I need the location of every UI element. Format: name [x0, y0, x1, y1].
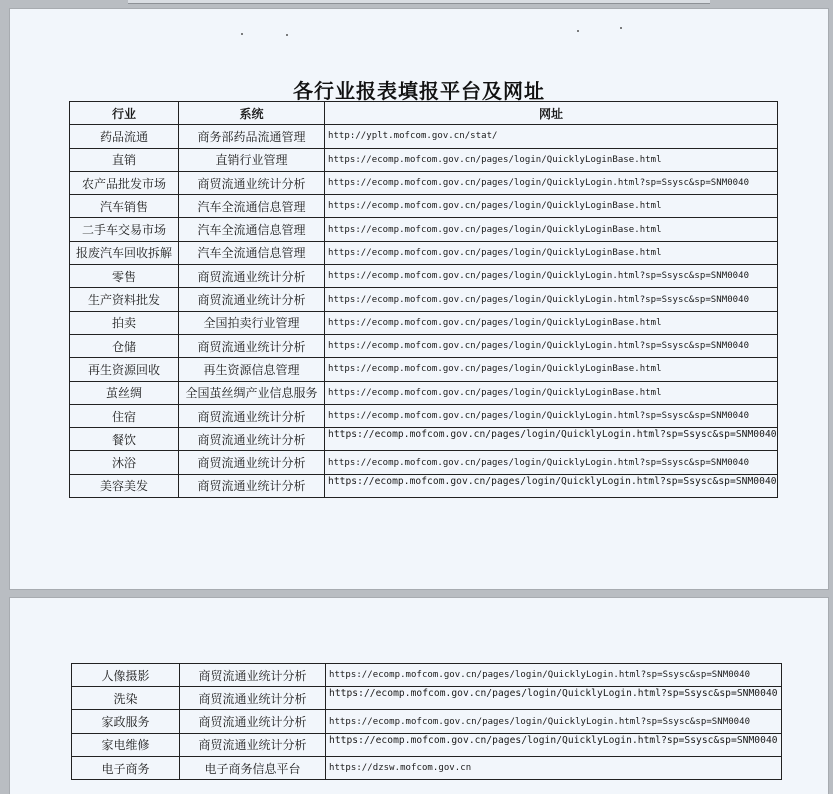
url-cell: https://ecomp.mofcom.gov.cn/pages/login/QuicklyLoginBase.html — [325, 195, 778, 218]
url-cell: https://ecomp.mofcom.gov.cn/pages/login/QuicklyLogin.html?sp=Ssysc&sp=SNM0040 — [325, 474, 778, 497]
url-cell: https://ecomp.mofcom.gov.cn/pages/login/QuicklyLogin.html?sp=Ssysc&sp=SNM0040 — [325, 171, 778, 194]
url-cell: https://ecomp.mofcom.gov.cn/pages/login/QuicklyLogin.html?sp=Ssysc&sp=SNM0040 — [325, 288, 778, 311]
url-cell: https://ecomp.mofcom.gov.cn/pages/login/QuicklyLogin.html?sp=Ssysc&sp=SNM0040 — [326, 687, 782, 710]
platform-table-continued — [71, 663, 782, 780]
industry-cell: 沐浴 — [70, 451, 179, 474]
url-cell: https://ecomp.mofcom.gov.cn/pages/login/QuicklyLogin.html?sp=Ssysc&sp=SNM0040 — [326, 664, 782, 687]
system-cell: 商贸流通业统计分析 — [180, 710, 326, 733]
table-row — [70, 288, 778, 311]
system-cell: 汽车全流通信息管理 — [179, 241, 325, 264]
industry-cell: 餐饮 — [70, 428, 179, 451]
system-cell: 商贸流通业统计分析 — [180, 687, 326, 710]
table-row — [70, 334, 778, 357]
system-cell: 全国茧丝绸产业信息服务 — [179, 381, 325, 404]
table-row — [70, 451, 778, 474]
industry-cell: 家政服务 — [72, 710, 180, 733]
table-row — [70, 125, 778, 148]
system-cell: 商贸流通业统计分析 — [180, 664, 326, 687]
industry-cell: 报废汽车回收拆解 — [70, 241, 179, 264]
system-cell: 商务部药品流通管理 — [179, 125, 325, 148]
industry-cell: 住宿 — [70, 404, 179, 427]
url-cell: https://ecomp.mofcom.gov.cn/pages/login/QuicklyLogin.html?sp=Ssysc&sp=SNM0040 — [326, 710, 782, 733]
system-cell: 汽车全流通信息管理 — [179, 195, 325, 218]
table-row — [70, 148, 778, 171]
industry-cell: 直销 — [70, 148, 179, 171]
url-cell: https://ecomp.mofcom.gov.cn/pages/login/QuicklyLogin.html?sp=Ssysc&sp=SNM0040 — [325, 334, 778, 357]
system-cell: 商贸流通业统计分析 — [179, 265, 325, 288]
document-page-2 — [9, 597, 829, 794]
scan-speck — [620, 27, 622, 29]
url-cell: https://ecomp.mofcom.gov.cn/pages/login/QuicklyLogin.html?sp=Ssysc&sp=SNM0040 — [326, 733, 782, 756]
table-row — [70, 311, 778, 334]
system-cell: 直销行业管理 — [179, 148, 325, 171]
table-row — [70, 218, 778, 241]
table-row — [72, 756, 782, 779]
industry-cell: 洗染 — [72, 687, 180, 710]
table-row — [70, 404, 778, 427]
url-cell: https://ecomp.mofcom.gov.cn/pages/login/QuicklyLoginBase.html — [325, 358, 778, 381]
industry-cell: 拍卖 — [70, 311, 179, 334]
system-cell: 商贸流通业统计分析 — [179, 428, 325, 451]
table-row — [72, 687, 782, 710]
system-cell: 商贸流通业统计分析 — [179, 404, 325, 427]
platform-table — [69, 101, 778, 498]
header-url: 网址 — [325, 102, 778, 125]
industry-cell: 家电维修 — [72, 733, 180, 756]
header-system: 系统 — [179, 102, 325, 125]
table-row — [72, 664, 782, 687]
header-industry: 行业 — [70, 102, 179, 125]
viewer-top-bar — [128, 0, 710, 4]
table-row — [70, 171, 778, 194]
industry-cell: 零售 — [70, 265, 179, 288]
industry-cell: 人像摄影 — [72, 664, 180, 687]
page-title: 各行业报表填报平台及网址 — [293, 79, 545, 103]
scan-speck — [286, 34, 288, 36]
system-cell: 全国拍卖行业管理 — [179, 311, 325, 334]
table-row — [70, 195, 778, 218]
table-row — [70, 428, 778, 451]
system-cell: 商贸流通业统计分析 — [179, 288, 325, 311]
scan-speck — [241, 33, 243, 35]
table-row — [70, 265, 778, 288]
system-cell: 商贸流通业统计分析 — [180, 733, 326, 756]
system-cell: 再生资源信息管理 — [179, 358, 325, 381]
table-row — [70, 241, 778, 264]
url-cell: https://ecomp.mofcom.gov.cn/pages/login/QuicklyLogin.html?sp=Ssysc&sp=SNM0040 — [325, 451, 778, 474]
scan-speck — [577, 30, 579, 32]
table-row — [70, 381, 778, 404]
industry-cell: 电子商务 — [72, 756, 180, 779]
industry-cell: 茧丝绸 — [70, 381, 179, 404]
system-cell: 商贸流通业统计分析 — [179, 451, 325, 474]
industry-cell: 仓储 — [70, 334, 179, 357]
industry-cell: 农产品批发市场 — [70, 171, 179, 194]
table-header-row — [70, 102, 778, 125]
url-cell: https://ecomp.mofcom.gov.cn/pages/login/QuicklyLogin.html?sp=Ssysc&sp=SNM0040 — [325, 265, 778, 288]
table-row — [72, 733, 782, 756]
industry-cell: 再生资源回收 — [70, 358, 179, 381]
url-cell: https://ecomp.mofcom.gov.cn/pages/login/QuicklyLogin.html?sp=Ssysc&sp=SNM0040 — [325, 404, 778, 427]
system-cell: 汽车全流通信息管理 — [179, 218, 325, 241]
table-row — [70, 358, 778, 381]
url-cell: https://dzsw.mofcom.gov.cn — [326, 756, 782, 779]
url-cell: https://ecomp.mofcom.gov.cn/pages/login/QuicklyLoginBase.html — [325, 241, 778, 264]
document-page-1 — [9, 8, 829, 590]
industry-cell: 药品流通 — [70, 125, 179, 148]
url-cell: https://ecomp.mofcom.gov.cn/pages/login/QuicklyLoginBase.html — [325, 218, 778, 241]
url-cell: https://ecomp.mofcom.gov.cn/pages/login/QuicklyLoginBase.html — [325, 311, 778, 334]
industry-cell: 生产资料批发 — [70, 288, 179, 311]
system-cell: 商贸流通业统计分析 — [179, 334, 325, 357]
url-cell: https://ecomp.mofcom.gov.cn/pages/login/QuicklyLogin.html?sp=Ssysc&sp=SNM0040 — [325, 428, 778, 451]
industry-cell: 美容美发 — [70, 474, 179, 497]
table-row — [70, 474, 778, 497]
url-cell: https://ecomp.mofcom.gov.cn/pages/login/QuicklyLoginBase.html — [325, 148, 778, 171]
system-cell: 商贸流通业统计分析 — [179, 474, 325, 497]
url-cell: https://ecomp.mofcom.gov.cn/pages/login/QuicklyLoginBase.html — [325, 381, 778, 404]
industry-cell: 二手车交易市场 — [70, 218, 179, 241]
table-row — [72, 710, 782, 733]
industry-cell: 汽车销售 — [70, 195, 179, 218]
url-cell: http://yplt.mofcom.gov.cn/stat/ — [325, 125, 778, 148]
system-cell: 商贸流通业统计分析 — [179, 171, 325, 194]
system-cell: 电子商务信息平台 — [180, 756, 326, 779]
